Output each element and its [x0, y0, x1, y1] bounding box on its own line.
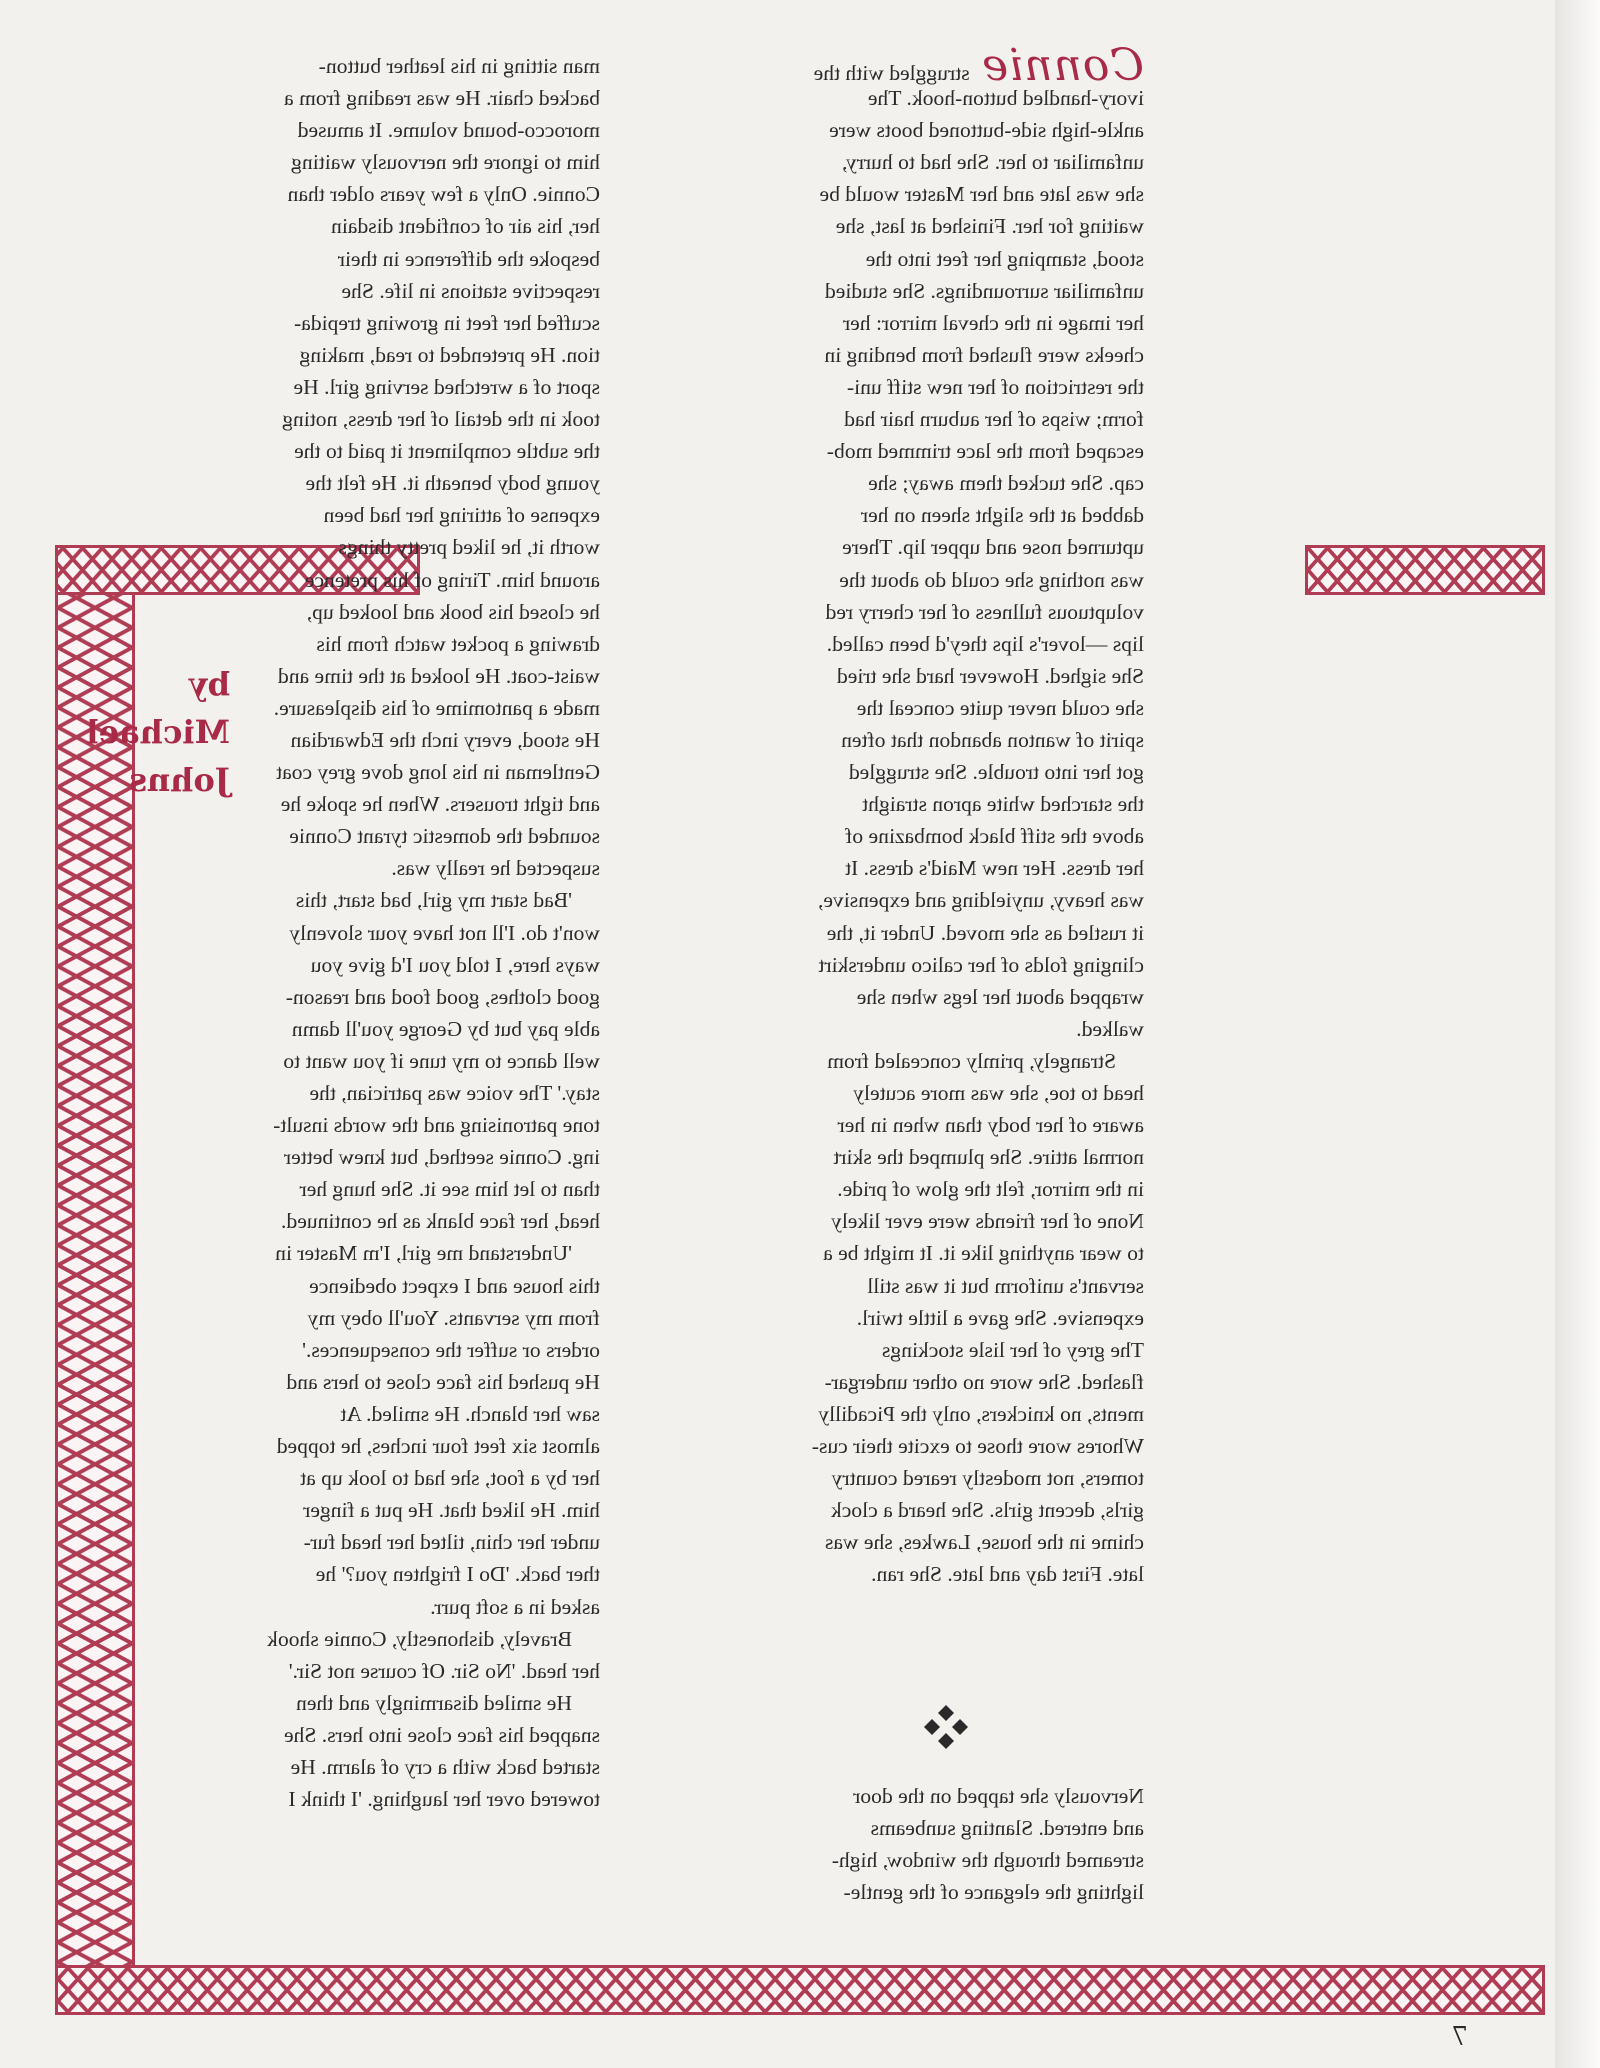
text-line [714, 1109, 1144, 1141]
article-column-left [714, 40, 1144, 1591]
text-line [170, 724, 600, 756]
text-line-content: Connie. Only a few years older than [287, 182, 600, 207]
text-line [170, 243, 600, 275]
text-line-content: worth it, he liked pretty things [338, 535, 600, 560]
text-line-content: Gentleman in his long dove grey coat [276, 760, 600, 785]
diamond-cluster-icon [924, 1705, 968, 1749]
text-line [170, 596, 600, 628]
text-line-content: suspected he really was. [391, 856, 600, 881]
text-line [170, 628, 600, 660]
text-line-content: flashed. She wore no other undergar- [824, 1369, 1144, 1394]
text-line [714, 1334, 1144, 1366]
text-line [714, 1462, 1144, 1494]
text-line [170, 949, 600, 981]
text-line-content: in the mirror, felt the glow of pride. [837, 1177, 1144, 1202]
text-line [170, 1655, 600, 1687]
text-line [170, 82, 600, 114]
text-line-content: ther back. 'Do I frighten you?' he [315, 1562, 600, 1587]
text-line [714, 243, 1144, 275]
text-line-content: dabbed at the slight sheen on her [860, 503, 1144, 528]
text-line-content: unfamiliar to her. She had to hurry, [841, 150, 1144, 175]
text-line [714, 660, 1144, 692]
text-line [714, 178, 1144, 210]
text-line-content: almost six feet four inches, he topped [276, 1434, 600, 1459]
text-line [714, 1045, 1144, 1077]
text-line-content: wrapped about her legs when she [856, 984, 1144, 1009]
text-line-content: None of her friends were ever likely [831, 1209, 1144, 1234]
text-line-content: him to ignore the nervously waiting [291, 150, 600, 175]
text-line [714, 435, 1144, 467]
text-line [714, 1812, 1144, 1844]
text-line-content: late. First day and late. She ran. [871, 1562, 1144, 1587]
text-line-content: lighting the elegance of the gentle- [843, 1880, 1144, 1905]
text-line [714, 1526, 1144, 1558]
text-line [170, 1783, 600, 1815]
text-line [170, 1462, 600, 1494]
text-line-content: her, his air of confident disdain [331, 214, 600, 239]
text-line [714, 1780, 1144, 1812]
text-line [170, 756, 600, 788]
text-line-content: expensive. She gave a little twirl. [856, 1305, 1144, 1330]
text-line [714, 1173, 1144, 1205]
celtic-border-left-accent [1305, 545, 1545, 595]
text-line-content: servant's uniform but it was still [867, 1273, 1144, 1298]
text-line-content: her by a foot, she had to look up at [300, 1466, 600, 1491]
text-line-content: this house and I expect obedience [309, 1273, 600, 1298]
text-line-content: made a pantomime of his displeasure. [273, 695, 600, 720]
text-line-content: able pay but by George you'll damn [291, 1016, 600, 1041]
text-line-content: He stood, every inch the Edwardian [290, 727, 600, 752]
text-line [170, 114, 600, 146]
text-line-content: He smiled disarmingly and then [296, 1690, 572, 1715]
text-line [714, 628, 1144, 660]
text-line-content: 'Understand me girl, I'm Master in [275, 1241, 572, 1266]
text-line [714, 1558, 1144, 1590]
text-line-content: backed chair. He was reading from a [284, 86, 600, 111]
text-line [170, 660, 600, 692]
text-line [714, 1302, 1144, 1334]
text-line [170, 1205, 600, 1237]
text-line-content: asked in a soft purr. [430, 1594, 600, 1619]
text-line [714, 852, 1144, 884]
text-line-content: the starched white apron straight [862, 792, 1144, 817]
text-line-content: the restriction of her new stiff uni- [846, 374, 1144, 399]
text-line [170, 1591, 600, 1623]
text-line-content: Nervously she tapped on the door [853, 1784, 1144, 1808]
byline-first-name: Michael [86, 713, 230, 751]
text-line-content: chime in the house, Lawkes, she was [824, 1530, 1144, 1555]
text-line [170, 1430, 600, 1462]
text-line-content: upturned nose and upper lip. There [842, 535, 1144, 560]
text-line [714, 820, 1144, 852]
text-line [170, 50, 600, 82]
text-line-content: and entered. Slanting sunbeams [870, 1816, 1144, 1841]
text-line-content: head to toe, she was more acutely [853, 1081, 1144, 1105]
text-line-content: got her into trouble. She struggled [848, 760, 1144, 785]
text-line-content: The grey of her lisle stockings [881, 1337, 1144, 1362]
text-line-content: streamed through the window, high- [831, 1848, 1144, 1873]
text-line [170, 178, 600, 210]
text-line-content: ankle-high side-buttoned boots were [829, 118, 1144, 143]
text-line [170, 1398, 600, 1430]
text-line [714, 884, 1144, 916]
text-line [714, 275, 1144, 307]
text-line-content: sport of a wretched serving girl. He [293, 374, 600, 399]
article-column-right [170, 50, 600, 1815]
text-line-content: he closed his book and looked up, [306, 599, 600, 624]
text-line [714, 1270, 1144, 1302]
text-line-content: towered over her laughing. 'I think I [288, 1787, 600, 1812]
text-line [170, 531, 600, 563]
text-line-content: snapped his face close into hers. She [283, 1722, 600, 1747]
text-line [714, 1366, 1144, 1398]
byline-last-name: Johns [128, 761, 230, 799]
text-line [714, 467, 1144, 499]
text-line [170, 339, 600, 371]
text-line [714, 1494, 1144, 1526]
text-line-content: scuffed her feet in growing trepida- [294, 310, 600, 335]
text-line [170, 371, 600, 403]
text-line [170, 146, 600, 178]
text-line [170, 981, 600, 1013]
text-line [714, 403, 1144, 435]
text-line [170, 1719, 600, 1751]
text-line-content: ways here, I told you I'd give you [310, 952, 600, 977]
text-line-content: her dress. Her new Maid's dress. It [845, 856, 1144, 881]
text-line-content: her head. 'No Sir. Of course not Sir.' [288, 1658, 600, 1683]
text-line-content: Strangely, primly concealed from [827, 1048, 1116, 1073]
text-line-content: respective stations in life. She [341, 278, 600, 303]
text-line-content: started back with a cry of alarm. He [290, 1754, 600, 1779]
text-line-content: walked. [1076, 1016, 1144, 1041]
text-line [170, 1366, 600, 1398]
text-line-content: waist-coat. He looked at the time and [278, 663, 600, 688]
text-line [170, 1526, 600, 1558]
text-line [170, 1558, 600, 1590]
text-line [170, 788, 600, 820]
text-line [170, 1687, 600, 1719]
drop-word: Connie [981, 40, 1144, 91]
text-line [714, 82, 1144, 114]
text-line [714, 1013, 1144, 1045]
text-line-content: her image in the cheval mirror: her [843, 310, 1144, 335]
text-line-content: tone patronising and the words insult- [273, 1113, 600, 1138]
text-line-content: she was late and her Master would be [819, 182, 1144, 207]
text-line [714, 1844, 1144, 1876]
text-line-content: man sitting in his leather button- [318, 54, 600, 78]
text-line-content: He pushed his face close to hers and [286, 1369, 600, 1394]
text-line-content: escaped from the lace trimmed mob- [826, 439, 1144, 464]
text-line-content: bespoke the difference in their [337, 246, 600, 271]
text-line [170, 275, 600, 307]
text-line-content: won't do. I'll not have your slovenly [289, 920, 600, 945]
text-line-content: well dance to my tune if you want to [283, 1048, 600, 1073]
text-line [170, 1109, 600, 1141]
text-line-content: sounded the domestic tyrant Connie [289, 824, 600, 849]
text-line [170, 1013, 600, 1045]
text-line-content: Bravely, dishonestly, Connie shook [267, 1626, 572, 1651]
text-line-content: ivory-handled button-hook. The [867, 86, 1144, 111]
text-line [714, 949, 1144, 981]
text-line [714, 371, 1144, 403]
text-line-content: lips —lover's lips they'd been called. [826, 631, 1144, 656]
text-line [170, 499, 600, 531]
text-line [170, 1494, 600, 1526]
text-line [714, 564, 1144, 596]
text-line-content: head, her face blank as he continued. [281, 1209, 600, 1234]
text-line-content: she could never quite conceal the [856, 695, 1144, 720]
text-line-content: waiting for her. Finished at last, she [835, 214, 1144, 239]
text-line [714, 1876, 1144, 1908]
text-line [714, 917, 1144, 949]
text-line-content: young body beneath it. He felt the [305, 471, 600, 496]
text-line [170, 307, 600, 339]
text-line [170, 1270, 600, 1302]
text-line-content: stood, stamping her feet into the [865, 246, 1144, 271]
text-line-content: voluptuous fullness of her cherry red [825, 599, 1144, 624]
text-line-content: girls, decent girls. She heard a clock [830, 1498, 1144, 1523]
text-line-content: struggled with the [813, 61, 976, 85]
text-line-content: cheeks were flushed from bending in [824, 342, 1144, 367]
text-line-content: good clothes, good food and reason- [285, 984, 600, 1009]
text-line-content: aware of her body than when in her [837, 1113, 1144, 1138]
text-line-content: under her chin, tilted her head fur- [303, 1530, 600, 1555]
text-line [714, 1430, 1144, 1462]
text-line [714, 210, 1144, 242]
text-line-content: Whores wore those to excite their cus- [811, 1434, 1144, 1459]
text-line [170, 1141, 600, 1173]
text-line-content: ments, no knickers, only the Picadilly [818, 1401, 1144, 1426]
text-line [714, 531, 1144, 563]
text-line [170, 917, 600, 949]
text-line-content: She sighed. However hard she tried [836, 663, 1144, 688]
text-line [714, 1237, 1144, 1269]
text-line-content: tion. He pretended to read, making [299, 342, 600, 367]
text-line-content: 'Bad start my girl, bad start, this [295, 888, 572, 913]
text-line [714, 1141, 1144, 1173]
text-line [170, 1334, 600, 1366]
page-number: 7 [1451, 2022, 1468, 2052]
text-line [714, 339, 1144, 371]
text-line [170, 820, 600, 852]
text-line [170, 1173, 600, 1205]
text-line-content: was heavy, unyielding and expensive, [817, 888, 1144, 913]
text-line-content: saw her blanch. He smiled. At [340, 1401, 600, 1426]
text-line-content: morocco-bound volume. It amused [297, 118, 600, 143]
text-line-content: and tight trousers. When he spoke he [280, 792, 600, 817]
text-line-content: it rustled as she moved. Under it, the [826, 920, 1144, 945]
text-line [170, 564, 600, 596]
text-line [170, 1237, 600, 1269]
text-line [714, 1077, 1144, 1109]
text-line [170, 435, 600, 467]
text-line-content: ing. Connie seethed, but knew better [283, 1145, 600, 1170]
text-line-content: orders or suffer the consequences.' [302, 1337, 600, 1362]
text-line [170, 884, 600, 916]
text-line-content: spirit of wanton abandon that often [841, 727, 1144, 752]
text-line-content: took in the detail of her dress, noting [282, 407, 600, 432]
text-line [714, 499, 1144, 531]
text-line-content: form; wisps of her auburn hair had [844, 407, 1144, 432]
text-line [170, 1302, 600, 1334]
text-line-content: normal attire. She plumped the skirt [833, 1145, 1144, 1170]
text-line [714, 981, 1144, 1013]
text-line-content: unfamiliar surroundings. She studied [824, 278, 1144, 303]
text-line [170, 1077, 600, 1109]
text-line [714, 724, 1144, 756]
text-line [714, 692, 1144, 724]
text-line [714, 788, 1144, 820]
text-line [170, 1751, 600, 1783]
text-line-content: expense of attiring her had been [323, 503, 600, 528]
text-line-content: clinging folds of her calico underskirt [818, 952, 1144, 977]
text-line-content: to wear anything like it. It might be a [823, 1241, 1144, 1266]
text-line-content: tomers, not modestly reared country [831, 1466, 1144, 1491]
text-line [714, 1398, 1144, 1430]
text-line [714, 1205, 1144, 1237]
text-line [170, 1623, 600, 1655]
text-line [714, 146, 1144, 178]
text-line-content: around him. Tiring of his pretence [304, 567, 600, 592]
text-line [170, 467, 600, 499]
text-line [170, 852, 600, 884]
celtic-border-bottom-strip [55, 1965, 1545, 2015]
article-column-left-continued [714, 1780, 1144, 1908]
text-line-content: was nothing she could do about the [839, 567, 1144, 592]
text-line [170, 1045, 600, 1077]
article-byline [80, 660, 230, 804]
text-line-content: him. He liked that. He put a finger [303, 1498, 600, 1523]
text-line [170, 210, 600, 242]
byline-by: by [189, 665, 230, 703]
text-line [714, 756, 1144, 788]
text-line-content: the subtle compliment it paid to the [294, 439, 600, 464]
text-line-content: stay.' The voice was patrician, the [309, 1081, 600, 1105]
text-line [170, 403, 600, 435]
text-line [714, 307, 1144, 339]
text-line-content: cap. She tucked them away; she [868, 471, 1144, 496]
text-line [714, 596, 1144, 628]
text-line [170, 692, 600, 724]
text-line-content: from my servants. You'll obey my [307, 1305, 600, 1330]
text-line [714, 40, 1144, 91]
text-line-content: than to let him see it. She hung her [299, 1177, 600, 1202]
text-line-content: drawing a pocket watch from his [316, 631, 600, 656]
text-line-content: above the stiff black bombazine of [845, 824, 1144, 849]
text-line [714, 114, 1144, 146]
